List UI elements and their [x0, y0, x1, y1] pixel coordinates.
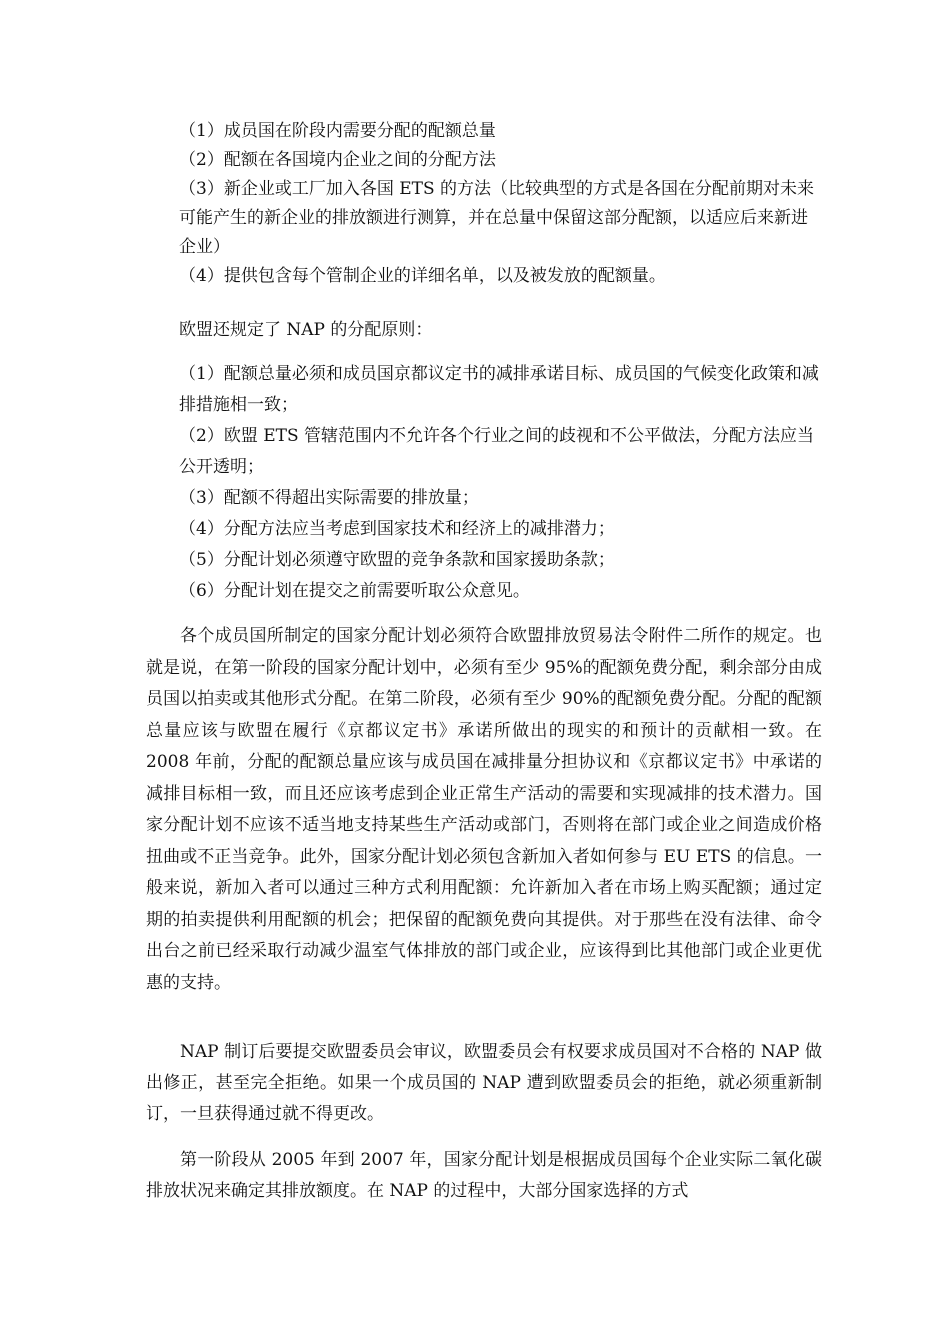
list-item-text: （2）欧盟 ETS 管辖范围内不允许各个行业之间的歧视和不公平做法，分配方法应当公开透明；: [179, 426, 815, 477]
list-item-text: （2）配额在各国境内企业之间的分配方法: [179, 150, 496, 170]
list-item: [179, 545, 819, 576]
body-paragraph-nap-review: NAP 制订后要提交欧盟委员会审议，欧盟委员会有权要求成员国对不合格的 NAP 做出修正，甚至完全拒绝。如果一个成员国的 NAP 遭到欧盟委员会的拒绝，就必须重新制订，一旦获得通过就不得更改。: [146, 1042, 822, 1124]
list-item: [179, 576, 819, 607]
list-item-text: （6）分配计划在提交之前需要听取公众意见。: [179, 581, 530, 601]
list-item: [179, 117, 819, 146]
list-item: [179, 175, 819, 262]
list-item-text: （1）成员国在阶段内需要分配的配额总量: [179, 121, 496, 141]
list-item-text: （3）新企业或工厂加入各国 ETS 的方法（比较典型的方式是各国在分配前期对未来可能产生的新企业的排放额进行测算，并在总量中保留这部分配额，以适应后来新进企业）: [179, 179, 815, 257]
list-item: [179, 421, 819, 483]
list-item: [179, 483, 819, 514]
list-item-text: （3）配额不得超出实际需要的排放量；: [179, 488, 479, 508]
list-item: [179, 262, 819, 291]
list-item: [179, 146, 819, 175]
allocation-principles-intro: 欧盟还规定了 NAP 的分配原则：: [179, 320, 433, 340]
body-paragraph-allocation-rules: 各个成员国所制定的国家分配计划必须符合欧盟排放贸易法令附件二所作的规定。也就是说，在第一阶段的国家分配计划中，必须有至少 95%的配额免费分配，剩余部分由成员国以拍卖或其他形式分配。在第二阶段，必须有至少 90%的配额免费分配。分配的配额总量应该与欧盟在履行《京都议定书》承诺所做出的现实的和预计的贡献相一致。在 2008 年前，分配的配额总量应该与成员国在减排量分担协议和《京都议定书》中承诺的减排目标相一致，而且还应该考虑到企业正常生产活动的需要和实现减排的技术潜力。国家分配计划不应该不适当地支持某些生产活动或部门，否则将在部门或企业之间造成价格扭曲或不正当竞争。此外，国家分配计划必须包含新加入者如何参与 EU ETS 的信息。一般来说，新加入者可以通过三种方式利用配额：允许新加入者在市场上购买配额；通过定期的拍卖提供利用配额的机会；把保留的配额免费向其提供。对于那些在没有法律、命令出台之前已经采取行动减少温室气体排放的部门或企业，应该得到比其他部门或企业更优惠的支持。: [146, 626, 822, 993]
body-paragraph-phase-one: 第一阶段从 2005 年到 2007 年，国家分配计划是根据成员国每个企业实际二氧化碳排放状况来确定其排放额度。在 NAP 的过程中，大部分国家选择的方式: [146, 1150, 822, 1201]
list-item-text: （5）分配计划必须遵守欧盟的竞争条款和国家援助条款；: [179, 550, 615, 570]
list-item-text: （1）配额总量必须和成员国京都议定书的减排承诺目标、成员国的气候变化政策和减排措施相一致；: [179, 364, 819, 415]
allocation-principles-list: [179, 359, 819, 607]
list-item-text: （4）分配方法应当考虑到国家技术和经济上的减排潜力；: [179, 519, 615, 539]
nap-contents-list: [179, 117, 819, 291]
list-item-text: （4）提供包含每个管制企业的详细名单，以及被发放的配额量。: [179, 266, 666, 286]
list-item: [179, 514, 819, 545]
list-item: [179, 359, 819, 421]
